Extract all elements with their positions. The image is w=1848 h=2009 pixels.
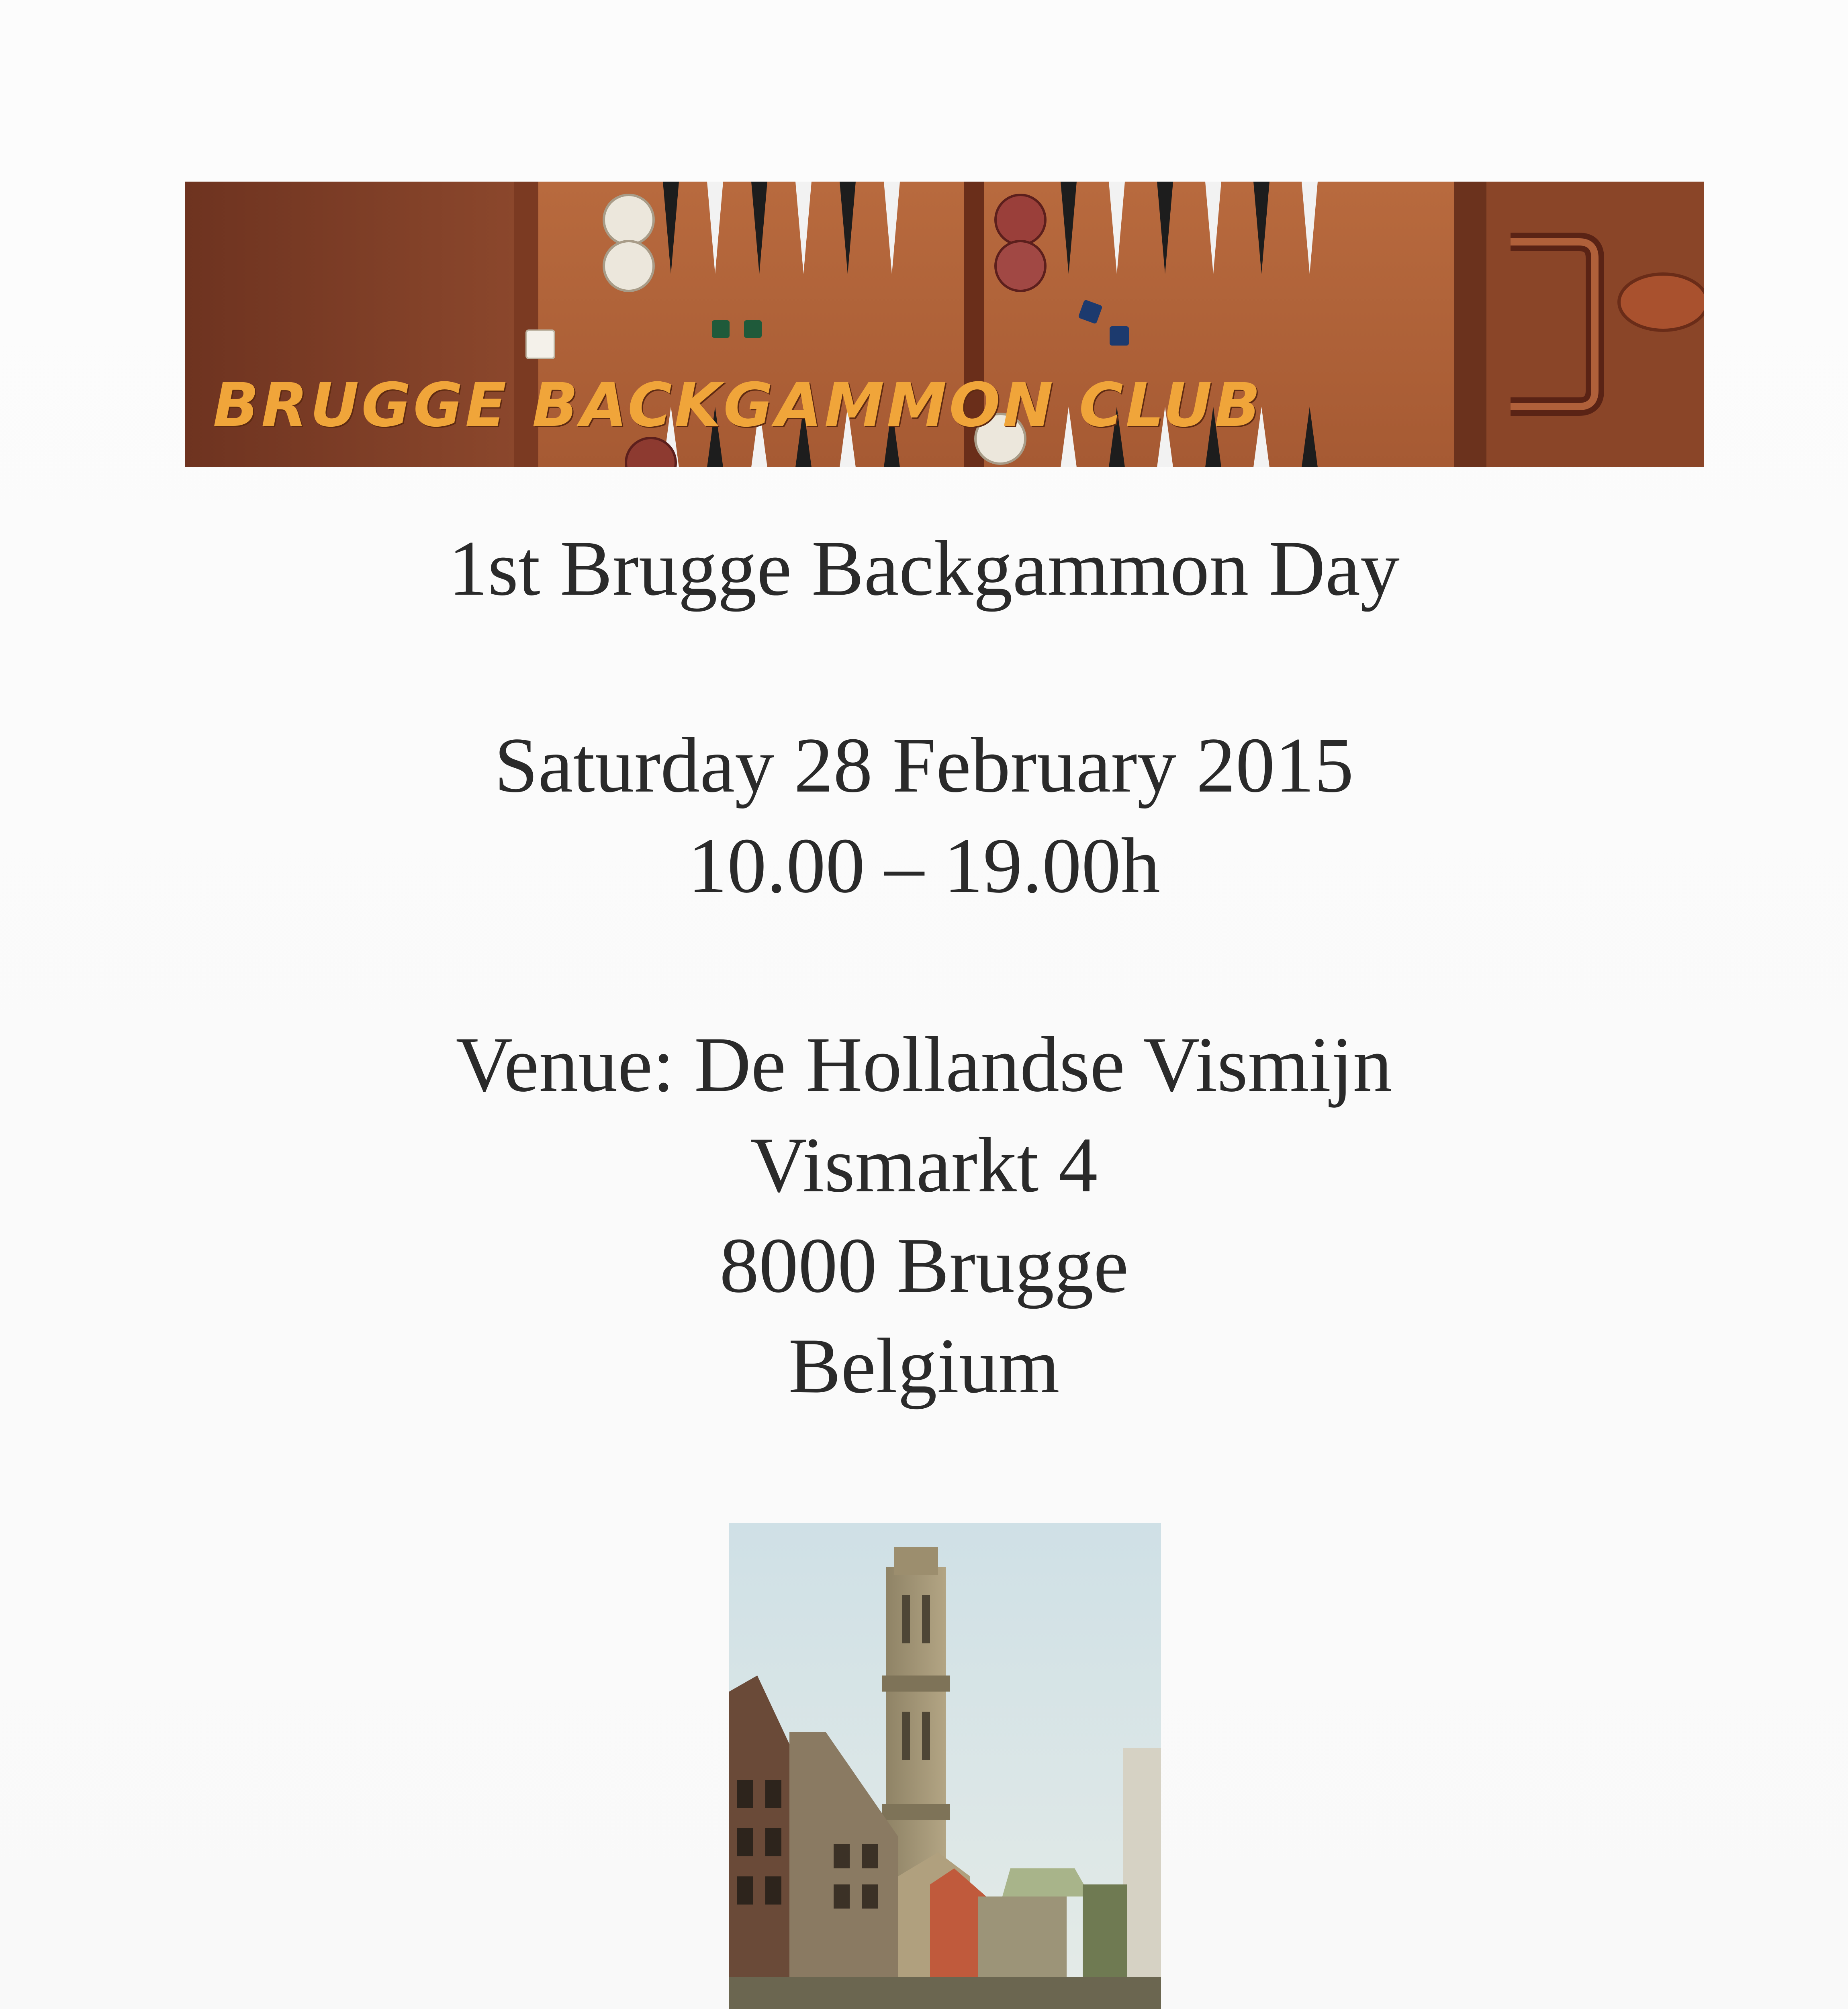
banner-title: BRUGGE BACKGAMMON CLUB [213, 370, 1263, 440]
event-title: 1st Brugge Backgammon Day [448, 525, 1400, 612]
venue-street: Vismarkt 4 [750, 1121, 1098, 1209]
event-date-block [0, 715, 1848, 916]
event-title-block [0, 518, 1848, 619]
venue-city: 8000 Brugge [720, 1222, 1128, 1309]
venue-name: Venue: De Hollandse Vismijn [456, 1021, 1392, 1108]
brugge-painting [729, 1523, 1161, 2009]
venue-block [0, 1015, 1848, 1416]
belfry-canal-image [729, 1523, 1161, 2009]
event-date: Saturday 28 February 2015 [494, 722, 1354, 809]
event-time: 10.00 – 19.00h [688, 822, 1160, 909]
venue-country: Belgium [788, 1322, 1060, 1410]
club-banner [185, 182, 1704, 467]
